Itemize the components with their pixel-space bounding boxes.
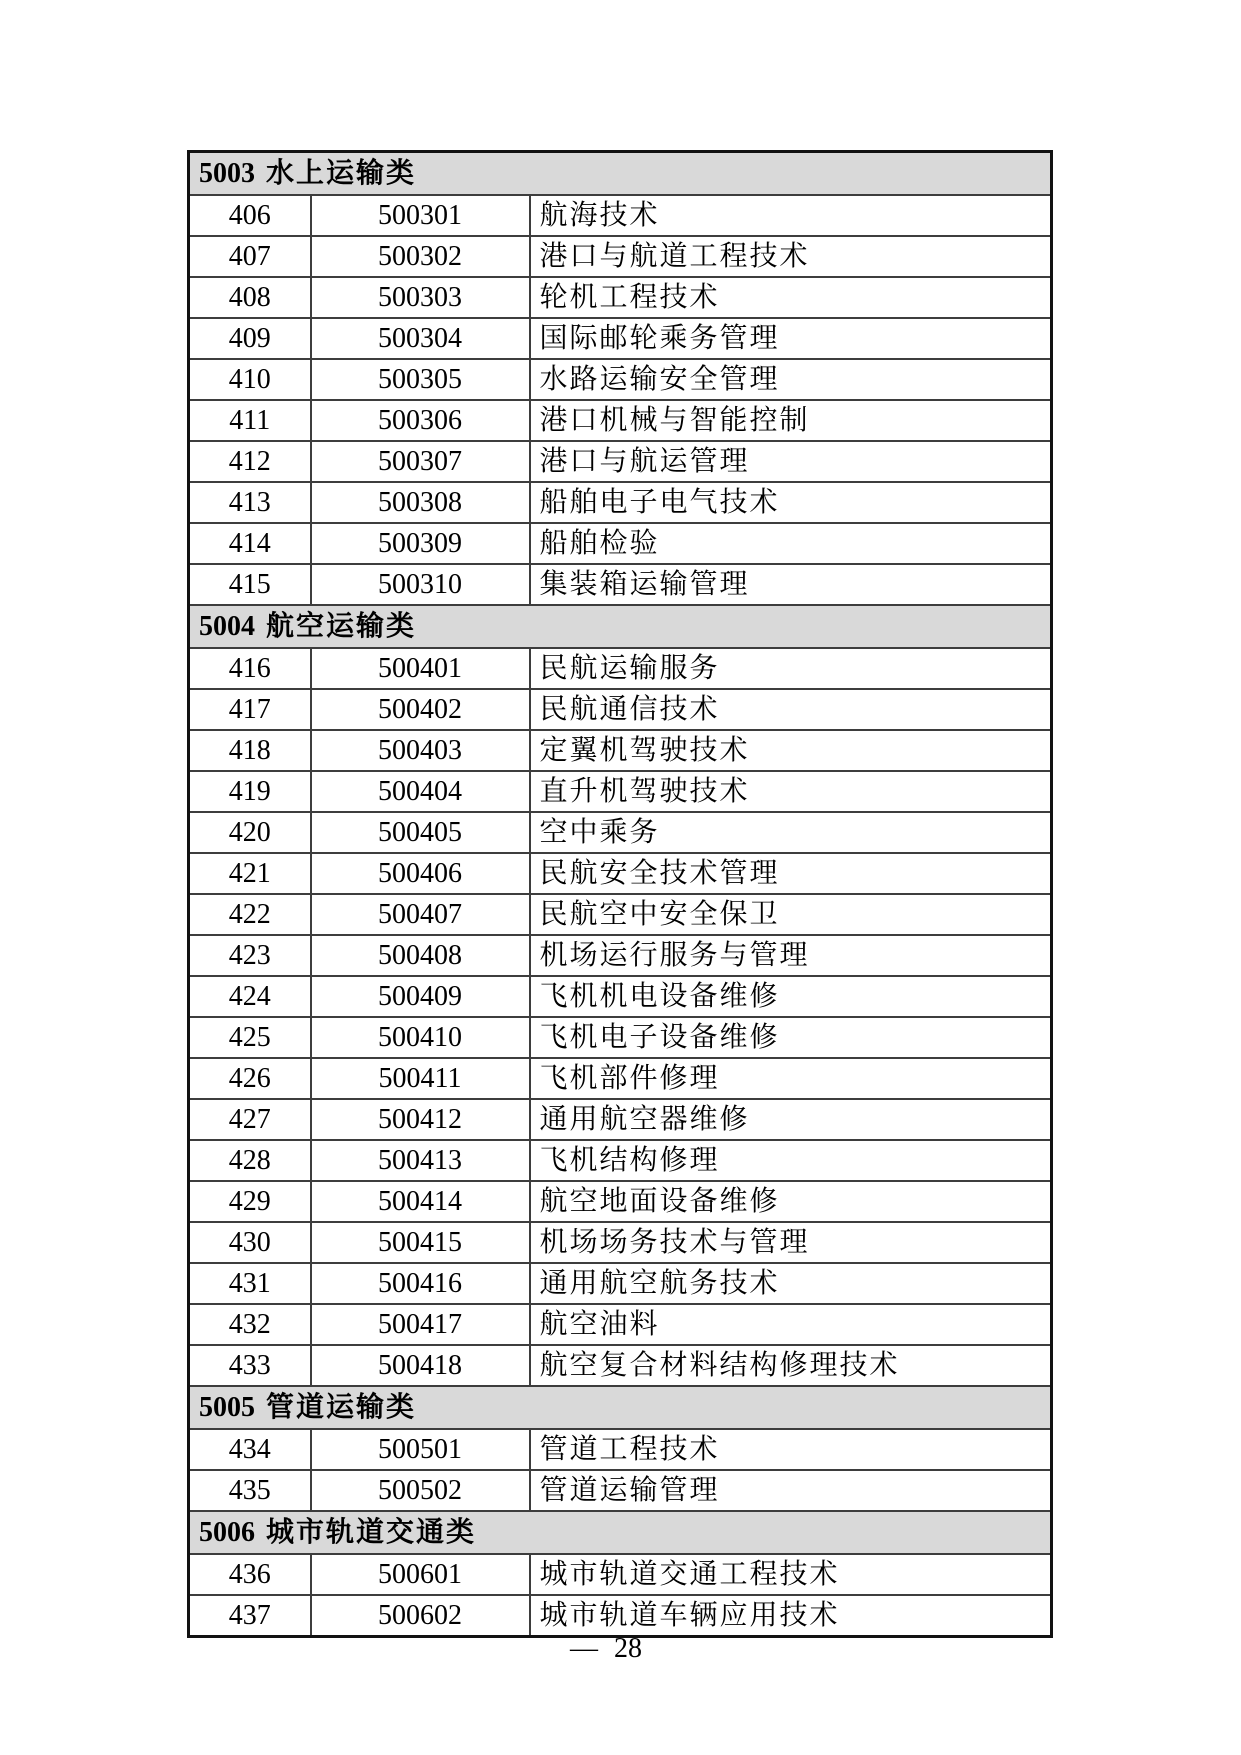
row-seq-number: 415 (189, 564, 311, 605)
table-row (189, 1304, 1052, 1345)
row-major-name: 城市轨道交通工程技术 (530, 1554, 1052, 1595)
row-seq-number: 437 (189, 1595, 311, 1637)
section-header-row (189, 152, 1052, 196)
row-seq-number: 417 (189, 689, 311, 730)
row-seq-number: 410 (189, 359, 311, 400)
section-code: 5003 (199, 157, 255, 189)
row-major-code: 500409 (311, 976, 530, 1017)
page-footer (0, 1632, 1212, 1666)
row-major-name: 民航空中安全保卫 (530, 894, 1052, 935)
table-row (189, 400, 1052, 441)
row-major-name: 集装箱运输管理 (530, 564, 1052, 605)
row-major-name: 航空复合材料结构修理技术 (530, 1345, 1052, 1386)
row-major-name: 飞机机电设备维修 (530, 976, 1052, 1017)
row-major-code: 500412 (311, 1099, 530, 1140)
row-major-name: 港口与航运管理 (530, 441, 1052, 482)
row-seq-number: 406 (189, 195, 311, 236)
row-major-name: 通用航空航务技术 (530, 1263, 1052, 1304)
table-row (189, 1345, 1052, 1386)
row-major-name: 船舶检验 (530, 523, 1052, 564)
table-row (189, 523, 1052, 564)
table-row (189, 1470, 1052, 1511)
row-seq-number: 431 (189, 1263, 311, 1304)
row-seq-number: 425 (189, 1017, 311, 1058)
table-row (189, 318, 1052, 359)
row-major-name: 航空地面设备维修 (530, 1181, 1052, 1222)
row-seq-number: 412 (189, 441, 311, 482)
table-row (189, 1263, 1052, 1304)
footer-page-number: 28 (614, 1633, 642, 1664)
row-major-code: 500304 (311, 318, 530, 359)
row-major-code: 500601 (311, 1554, 530, 1595)
row-major-name: 船舶电子电气技术 (530, 482, 1052, 523)
table-row (189, 730, 1052, 771)
row-major-name: 管道运输管理 (530, 1470, 1052, 1511)
row-major-code: 500410 (311, 1017, 530, 1058)
table-row (189, 853, 1052, 894)
section-header (189, 152, 1052, 196)
footer-dash: — (570, 1633, 598, 1664)
row-major-name: 直升机驾驶技术 (530, 771, 1052, 812)
row-seq-number: 434 (189, 1429, 311, 1470)
row-major-code: 500602 (311, 1595, 530, 1637)
row-major-code: 500301 (311, 195, 530, 236)
row-major-code: 500406 (311, 853, 530, 894)
row-major-code: 500414 (311, 1181, 530, 1222)
table-row (189, 482, 1052, 523)
section-header (189, 1386, 1052, 1429)
row-seq-number: 430 (189, 1222, 311, 1263)
row-major-code: 500408 (311, 935, 530, 976)
row-major-name: 民航运输服务 (530, 648, 1052, 689)
row-major-name: 通用航空器维修 (530, 1099, 1052, 1140)
section-header-row (189, 605, 1052, 648)
row-seq-number: 411 (189, 400, 311, 441)
row-major-name: 轮机工程技术 (530, 277, 1052, 318)
row-major-code: 500308 (311, 482, 530, 523)
row-seq-number: 429 (189, 1181, 311, 1222)
row-major-name: 国际邮轮乘务管理 (530, 318, 1052, 359)
row-seq-number: 421 (189, 853, 311, 894)
row-major-code: 500310 (311, 564, 530, 605)
table-row (189, 236, 1052, 277)
section-header (189, 605, 1052, 648)
section-header (189, 1511, 1052, 1554)
row-seq-number: 413 (189, 482, 311, 523)
row-major-code: 500416 (311, 1263, 530, 1304)
row-major-code: 500302 (311, 236, 530, 277)
row-seq-number: 419 (189, 771, 311, 812)
row-seq-number: 427 (189, 1099, 311, 1140)
section-name: 城市轨道交通类 (266, 1516, 477, 1548)
row-major-code: 500403 (311, 730, 530, 771)
row-major-name: 航空油料 (530, 1304, 1052, 1345)
row-major-name: 机场运行服务与管理 (530, 935, 1052, 976)
section-code: 5004 (199, 610, 255, 642)
row-major-code: 500407 (311, 894, 530, 935)
row-major-code: 500413 (311, 1140, 530, 1181)
row-seq-number: 432 (189, 1304, 311, 1345)
row-seq-number: 407 (189, 236, 311, 277)
row-seq-number: 420 (189, 812, 311, 853)
row-seq-number: 422 (189, 894, 311, 935)
row-major-code: 500418 (311, 1345, 530, 1386)
row-seq-number: 409 (189, 318, 311, 359)
table-row (189, 648, 1052, 689)
row-major-code: 500417 (311, 1304, 530, 1345)
section-header-row (189, 1386, 1052, 1429)
row-major-code: 500411 (311, 1058, 530, 1099)
table-row (189, 441, 1052, 482)
row-major-name: 航海技术 (530, 195, 1052, 236)
table-row (189, 771, 1052, 812)
row-major-code: 500402 (311, 689, 530, 730)
row-major-code: 500307 (311, 441, 530, 482)
table-row (189, 1595, 1052, 1637)
row-major-code: 500405 (311, 812, 530, 853)
row-seq-number: 423 (189, 935, 311, 976)
row-major-name: 城市轨道车辆应用技术 (530, 1595, 1052, 1637)
section-code: 5005 (199, 1391, 255, 1423)
row-major-name: 定翼机驾驶技术 (530, 730, 1052, 771)
row-seq-number: 418 (189, 730, 311, 771)
section-name: 水上运输类 (266, 157, 417, 189)
row-major-code: 500415 (311, 1222, 530, 1263)
row-major-code: 500309 (311, 523, 530, 564)
section-name: 管道运输类 (266, 1391, 417, 1423)
row-major-name: 飞机结构修理 (530, 1140, 1052, 1181)
section-name: 航空运输类 (266, 610, 417, 642)
table-row (189, 195, 1052, 236)
row-major-code: 500404 (311, 771, 530, 812)
row-major-name: 飞机部件修理 (530, 1058, 1052, 1099)
row-major-name: 飞机电子设备维修 (530, 1017, 1052, 1058)
table-row (189, 1554, 1052, 1595)
majors-table (187, 150, 1053, 1638)
row-seq-number: 433 (189, 1345, 311, 1386)
row-seq-number: 408 (189, 277, 311, 318)
table-row (189, 277, 1052, 318)
row-major-code: 500502 (311, 1470, 530, 1511)
table-row (189, 935, 1052, 976)
row-major-name: 水路运输安全管理 (530, 359, 1052, 400)
row-major-code: 500306 (311, 400, 530, 441)
row-seq-number: 416 (189, 648, 311, 689)
table-row (189, 1181, 1052, 1222)
section-code: 5006 (199, 1516, 255, 1548)
row-seq-number: 428 (189, 1140, 311, 1181)
row-major-name: 港口与航道工程技术 (530, 236, 1052, 277)
table-row (189, 1222, 1052, 1263)
table-row (189, 564, 1052, 605)
row-major-name: 港口机械与智能控制 (530, 400, 1052, 441)
table-row (189, 894, 1052, 935)
table-row (189, 689, 1052, 730)
table-row (189, 359, 1052, 400)
table-row (189, 1017, 1052, 1058)
row-major-code: 500501 (311, 1429, 530, 1470)
row-major-code: 500303 (311, 277, 530, 318)
table-row (189, 1058, 1052, 1099)
row-major-code: 500401 (311, 648, 530, 689)
row-major-code: 500305 (311, 359, 530, 400)
table-row (189, 976, 1052, 1017)
row-major-name: 民航通信技术 (530, 689, 1052, 730)
table-row (189, 1099, 1052, 1140)
table-row (189, 1140, 1052, 1181)
row-seq-number: 426 (189, 1058, 311, 1099)
row-seq-number: 436 (189, 1554, 311, 1595)
row-major-name: 机场场务技术与管理 (530, 1222, 1052, 1263)
row-seq-number: 424 (189, 976, 311, 1017)
row-major-name: 空中乘务 (530, 812, 1052, 853)
row-seq-number: 414 (189, 523, 311, 564)
table-row (189, 1429, 1052, 1470)
row-major-name: 管道工程技术 (530, 1429, 1052, 1470)
row-major-name: 民航安全技术管理 (530, 853, 1052, 894)
table-row (189, 812, 1052, 853)
row-seq-number: 435 (189, 1470, 311, 1511)
section-header-row (189, 1511, 1052, 1554)
